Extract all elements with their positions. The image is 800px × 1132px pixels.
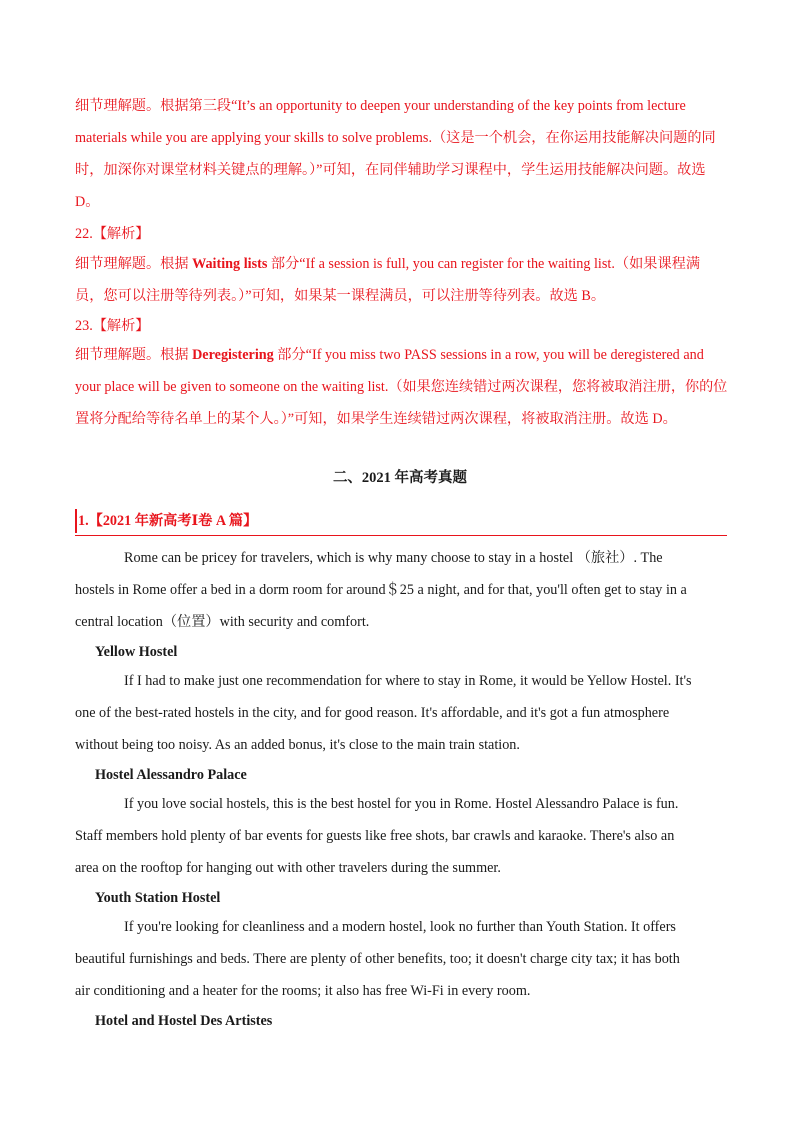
question-header-bar (75, 509, 77, 533)
answer-23-line-1-pre: 细节理解题。根据 (75, 347, 193, 363)
section-title: 二、2021 年高考真题 (332, 470, 468, 486)
alessandro-heading: Hostel Alessandro Palace (95, 767, 247, 783)
answer-22-line-1-post: 部分“If a session is full, you can register for the waiting list.（如果课程满 (267, 256, 701, 272)
alessandro-line-2: Staff members hold plenty of bar events for guests like free shots, bar crawls and karaoke. There's also an (75, 828, 675, 844)
alessandro-line-3: area on the rooftop for hanging out with other travelers during the summer. (75, 860, 501, 876)
question-label: 1.【2021 年新高考Ⅰ卷 A 篇】 (78, 513, 258, 529)
youth-line-1: If you're looking for cleanliness and a modern hostel, look no further than Youth Station. It offers (124, 919, 676, 935)
answer-23-line-2: your place will be given to someone on the waiting list.（如果您连续错过两次课程，您将被取消注册，你的位 (75, 379, 728, 395)
answer-22-keyword: Waiting lists (192, 256, 268, 272)
answer-22-label: 22.【解析】 (75, 226, 150, 242)
answer-23-label: 23.【解析】 (75, 318, 150, 334)
intro-line-3: central location（位置）with security and comfort. (75, 614, 370, 630)
youth-line-2: beautiful furnishings and beds. There are plenty of other benefits, too; it doesn't charge city tax; it has both (75, 951, 680, 967)
intro-line-1: Rome can be pricey for travelers, which is why many choose to stay in a hostel （旅社）. The (124, 550, 663, 566)
des-artistes-heading: Hotel and Hostel Des Artistes (95, 1013, 273, 1029)
answer-22-line-1-pre: 细节理解题。根据 (75, 256, 193, 272)
alessandro-line-1: If you love social hostels, this is the best hostel for you in Rome. Hostel Alessandro Palace is fun. (124, 796, 679, 812)
question-header-rule (75, 535, 727, 536)
yellow-line-2: one of the best-rated hostels in the city, and for good reason. It's affordable, and it's got a fun atmosphere (75, 705, 670, 721)
answer-21-line-2: materials while you are applying your skills to solve problems.（这是一个机会，在你运用技能解决问题的同 (75, 130, 716, 146)
answer-23-line-1-post: 部分“If you miss two PASS sessions in a row, you will be deregistered and (273, 347, 704, 363)
answer-21-line-3: 时，加深你对课堂材料关键点的理解。）”可知，在同伴辅助学习课程中，学生运用技能解决问题。故选 (75, 162, 706, 178)
yellow-line-3: without being too noisy. As an added bonus, it's close to the main train station. (75, 737, 520, 753)
answer-23-line-3: 置将分配给等待名单上的某个人。）”可知，如果学生连续错过两次课程，将被取消注册。故选 D。 (75, 411, 677, 427)
answer-23-line-1 (75, 345, 704, 365)
youth-line-3: air conditioning and a heater for the rooms; it also has free Wi-Fi in every room. (75, 983, 531, 999)
answer-21-line-4: D。 (75, 194, 100, 210)
intro-line-2: hostels in Rome offer a bed in a dorm room for around＄25 a night, and for that, you'll often get to stay in a (75, 582, 687, 598)
youth-station-heading: Youth Station Hostel (95, 890, 221, 906)
answer-23-keyword: Deregistering (192, 347, 274, 363)
yellow-hostel-heading: Yellow Hostel (95, 644, 178, 660)
answer-22-line-2: 员，您可以注册等待列表。）”可知，如果某一课程满员，可以注册等待列表。故选 B。 (75, 288, 606, 304)
answer-22-line-1 (75, 254, 700, 274)
answer-21-line-1: 细节理解题。根据第三段“It’s an opportunity to deepen your understanding of the key points from lecture (75, 98, 686, 114)
yellow-line-1: If I had to make just one recommendation for where to stay in Rome, it would be Yellow Hostel. It's (124, 673, 692, 689)
